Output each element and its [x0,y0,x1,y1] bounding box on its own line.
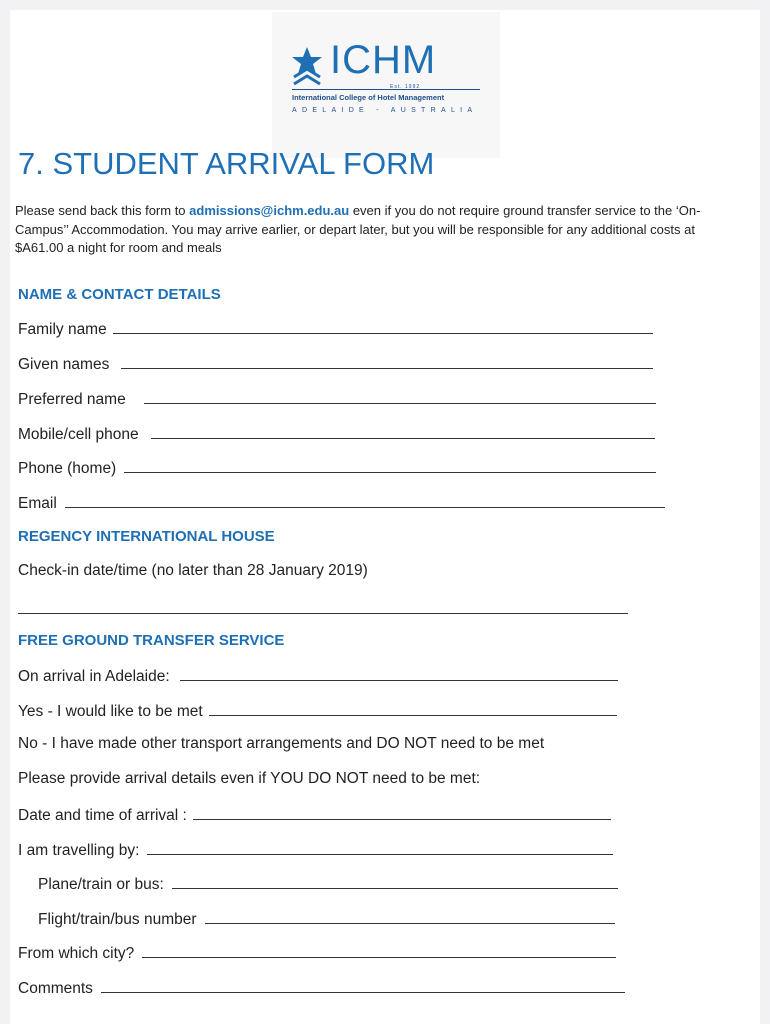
flight-number-label: Flight/train/bus number [38,911,197,928]
provide-details-note: Please provide arrival details even if YOU DO NOT need to be met: [18,770,481,787]
flight-number-row [38,909,615,929]
logo-wordmark: ICHM [330,38,437,82]
mobile-field[interactable] [151,424,655,439]
section-heading-contact: NAME & CONTACT DETAILS [18,286,221,303]
admissions-email-link[interactable]: admissions@ichm.edu.au [189,203,350,218]
date-time-field[interactable] [193,805,611,820]
date-time-row [18,805,611,825]
intro-text-end: even if you do not require ground transfer service to the ‘On-Campus’’ Accommodation. You may arrive earlier, or depart later, but you will be responsible for any additional costs at $A61.00 a night for room and meals [15,203,701,255]
checkin-label: Check-in date/time (no later than 28 January 2019) [18,562,368,579]
preferred-name-row [18,389,656,409]
email-field[interactable] [65,493,665,508]
on-arrival-field[interactable] [180,666,618,681]
intro-paragraph [15,202,730,258]
email-label: Email [18,495,57,512]
section-heading-house: REGENCY INTERNATIONAL HOUSE [18,528,275,545]
logo-established: Est. 1992 [390,84,421,90]
no-met-option[interactable]: No - I have made other transport arrangements and DO NOT need to be met [18,735,545,752]
logo-divider [292,89,480,90]
comments-label: Comments [18,980,93,997]
travelling-by-row [18,840,613,860]
travelling-by-field[interactable] [147,840,613,855]
flight-number-field[interactable] [205,909,615,924]
given-names-label: Given names [18,356,110,373]
yes-met-label: Yes - I would like to be met [18,703,203,720]
yes-met-field[interactable] [209,701,617,716]
from-city-field[interactable] [142,943,616,958]
family-name-row [18,319,653,339]
plane-train-bus-row [38,874,618,894]
plane-train-bus-label: Plane/train or bus: [38,876,164,893]
form-title: 7. STUDENT ARRIVAL FORM [18,146,435,181]
section-heading-transfer: FREE GROUND TRANSFER SERVICE [18,632,285,649]
family-name-field[interactable] [113,319,653,334]
mobile-label: Mobile/cell phone [18,426,139,443]
family-name-label: Family name [18,321,107,338]
from-city-row [18,943,616,963]
logo-college-name: International College of Hotel Management [292,93,445,102]
given-names-row [18,354,653,374]
preferred-name-label: Preferred name [18,391,126,408]
star-arrow-icon [290,47,324,87]
comments-row [18,978,625,998]
date-time-label: Date and time of arrival : [18,807,187,824]
on-arrival-row [18,666,618,686]
logo-location: ADELAIDE - AUSTRALIA [292,107,478,114]
phone-home-label: Phone (home) [18,460,117,477]
given-names-field[interactable] [121,354,653,369]
mobile-row [18,424,655,444]
ichm-logo [272,12,500,158]
form-page [10,10,760,1024]
travelling-by-label: I am travelling by: [18,842,140,859]
from-city-label: From which city? [18,945,135,962]
phone-home-row [18,458,656,478]
plane-train-bus-field[interactable] [172,874,618,889]
phone-home-field[interactable] [124,458,656,473]
checkin-field[interactable] [18,613,628,614]
comments-field[interactable] [101,978,625,993]
on-arrival-label: On arrival in Adelaide: [18,668,170,685]
email-row [18,493,665,513]
preferred-name-field[interactable] [144,389,656,404]
intro-text-start: Please send back this form to [15,203,190,218]
yes-met-row [18,701,617,721]
